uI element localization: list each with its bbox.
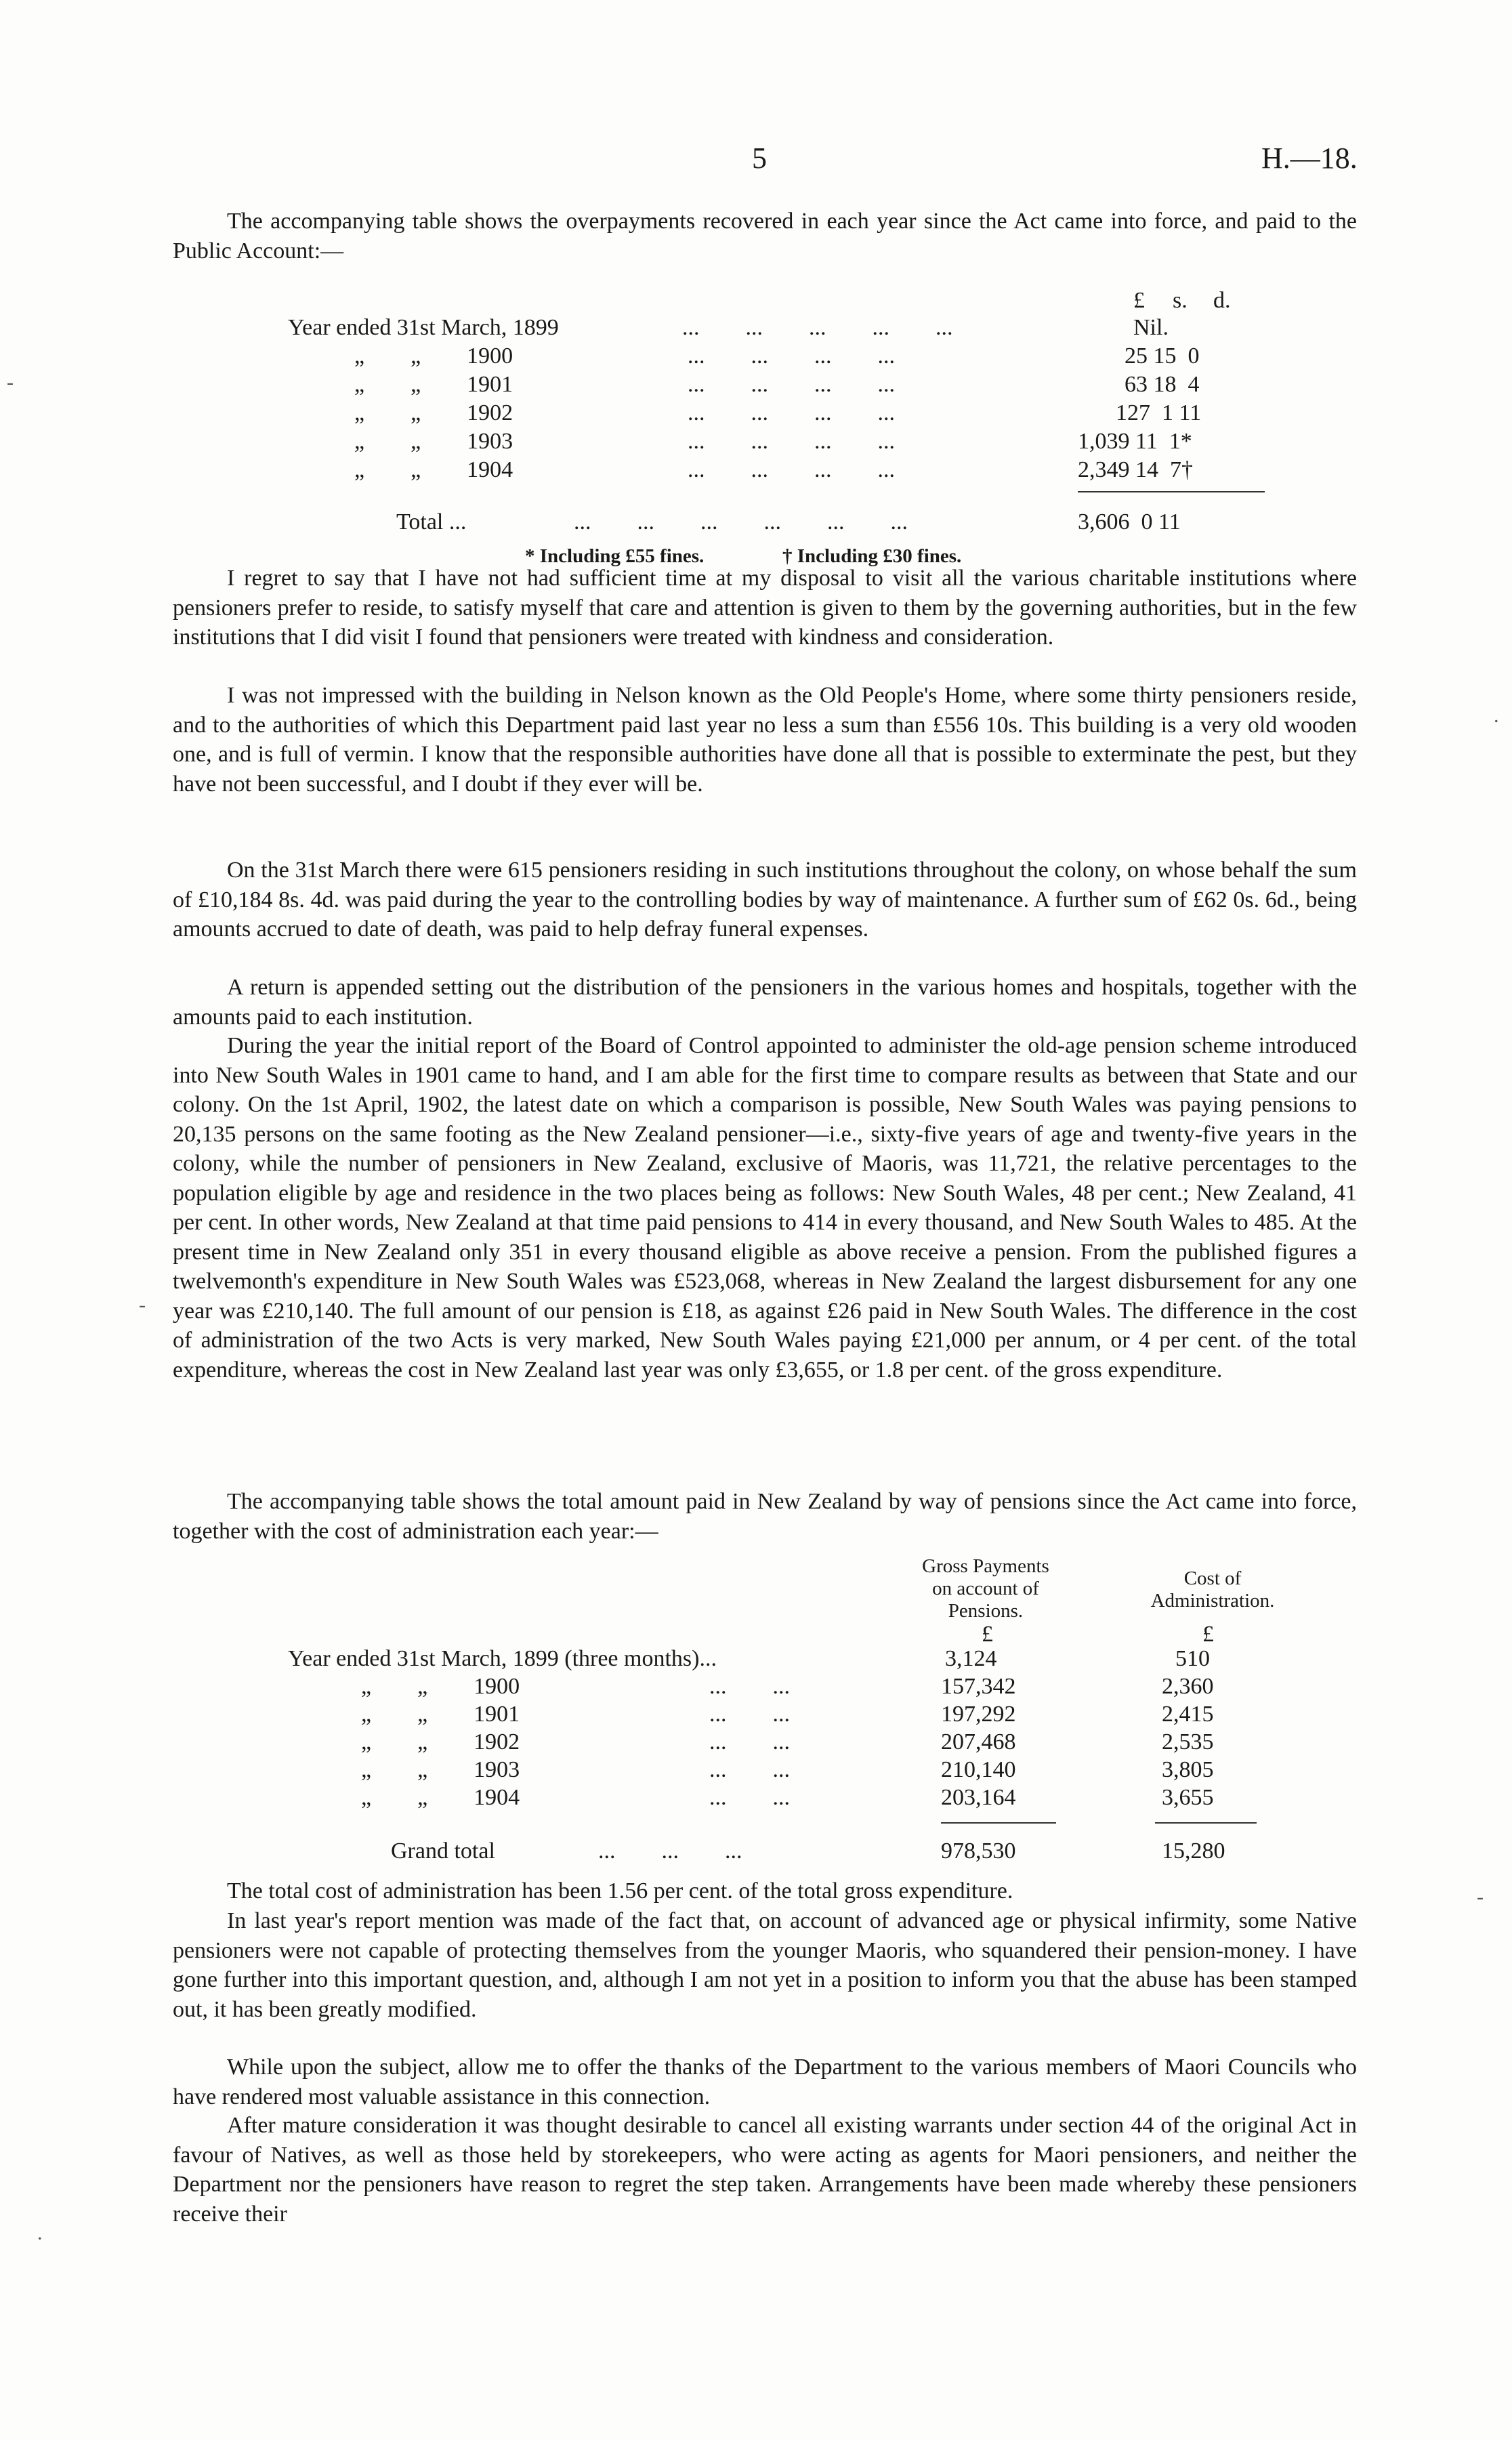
leader-dots: ... ... ... ...: [688, 372, 895, 397]
administration-cost: 510: [1175, 1646, 1210, 1671]
leader-dots: ... ...: [709, 1674, 790, 1699]
grand-total-label: Grand total: [391, 1838, 495, 1864]
intro-paragraph: The accompanying table shows the overpayments recovered in each year since the Act came into force, and paid to the Public Account:—: [173, 209, 1357, 264]
scan-speck: .: [1494, 704, 1499, 727]
pence-header: d.: [1213, 288, 1231, 313]
total-rule: [1078, 491, 1265, 492]
gross-payments: 3,124: [945, 1646, 997, 1671]
year-label: „ „ 1902: [361, 1729, 520, 1754]
year-label: „ „ 1901: [354, 372, 513, 397]
paragraph-maori-councils: While upon the subject, allow me to offer the thanks of the Department to the various members of Maori Councils who have rendered most valuable assistance in this connection.: [173, 2055, 1357, 2109]
currency-header-row: [173, 288, 1357, 318]
leader-dots: ... ... ... ... ... ...: [574, 509, 908, 534]
footnote-fines-30: † Including £30 fines.: [782, 545, 962, 567]
cost-of-administration-header: Cost of Administration.: [1150, 1568, 1275, 1612]
year-label: „ „ 1900: [354, 343, 513, 369]
shillings-header: s.: [1173, 288, 1188, 313]
paragraph-warrants: After mature consideration it was thought desirable to cancel all existing warrants under section 44 of the original Act in favour of Natives, as well as those held by storekeepers, who were acting as agents for Maori pensioners, and neither the Department nor the pensioners have reason to regret the step taken. Arrangements have been made whereby these pensioners receive their: [173, 2113, 1357, 2227]
paragraph-native-pensioners: In last year's report mention was made of the fact that, on account of advanced age or physical infirmity, some Native pensioners were not capable of protecting themselves from the younger Maoris, who squandered their pension-money. I have gone further into this important question, and, although I am not yet in a position to inform you that the abuse has been stamped out, it has been greatly modified.: [173, 1908, 1357, 2022]
table-row: [173, 372, 1357, 402]
table-row: [173, 343, 1357, 373]
cost-total-rule: [1155, 1822, 1257, 1824]
gross-currency: £: [982, 1622, 993, 1647]
year-label: Year ended 31st March, 1899 (three months)...: [288, 1646, 717, 1671]
paragraph-new-south-wales: During the year the initial report of the Board of Control appointed to administer the old-age pension scheme introduced into New South Wales in 1901 came to hand, and I am able for the first time to compare results as between that State and our colony. On the 1st April, 1902, the latest date on which a comparison is possible, New South Wales was paying pensions to 20,135 persons on the same footing as the New Zealand pensioner—i.e., sixty-five years of age and twenty-five years in the colony, while the number of pensioners in New Zealand, exclusive of Maoris, was 11,721, the relative percentages to the population eligible by age and residence in the two places being as follows: New South Wales, 48 per cent.; New Zealand, 41 per cent. In other words, New Zealand at that time paid pensions to 414 in every thousand, and New South Wales to 485. At the present time in New Zealand only 351 in every thousand eligible as above receive a pension. From the published figures a twelvemonth's expenditure in New South Wales was £523,068, whereas in New Zealand the largest disbursement for any one year was £210,140. The full amount of our pension is £18, as against £26 paid in New South Wales. The difference in the cost of administration of the two Acts is very marked, New South Wales paying £21,000 per annum, or 4 per cent. of the total expenditure, whereas the cost in New Zealand last year was only £3,655, or 1.8 per cent. of the gross expenditure.: [173, 1033, 1357, 1383]
table-row: [173, 400, 1357, 430]
leader-dots: ... ... ...: [598, 1838, 742, 1864]
gross-payments: 207,468: [941, 1729, 1016, 1754]
year-label: „ „ 1903: [354, 429, 513, 454]
leader-dots: ... ...: [709, 1757, 790, 1782]
table-row: [173, 1674, 1357, 1704]
total-amount: 3,606 0 11: [1078, 509, 1181, 534]
pounds-header: £: [1133, 288, 1145, 313]
administration-cost: 3,805: [1162, 1757, 1214, 1782]
paragraph-615-pensioners: On the 31st March there were 615 pensioners residing in such institutions throughout the colony, on whose behalf the sum of £10,184 8s. 4d. was paid during the year to the controlling bodies by way of maintenance. A further sum of £62 0s. 6d., being amounts accrued to date of death, was paid to help defray funeral expenses.: [173, 858, 1357, 942]
table-row: [173, 457, 1357, 487]
page-number: 5: [752, 142, 767, 175]
paragraph-institutions: I regret to say that I have not had sufficient time at my disposal to visit all the various charitable institutions where pensioners prefer to reside, to satisfy myself that care and attention is given to them by the governing authorities, but in the few institutions that I did visit I found that pensioners were treated with kindness and consideration.: [173, 566, 1357, 650]
scan-speck: .: [37, 2222, 43, 2244]
grand-total-gross: 978,530: [941, 1838, 1016, 1864]
gross-payments-header: Gross Payments on account of Pensions.: [922, 1555, 1049, 1622]
gross-payments: 197,292: [941, 1702, 1016, 1727]
amount: Nil.: [1133, 315, 1169, 340]
amount: 63 18 4: [1125, 372, 1200, 397]
gross-payments: 210,140: [941, 1757, 1016, 1782]
table-row: [173, 429, 1357, 459]
table-row: [173, 1785, 1357, 1815]
gross-payments: 203,164: [941, 1785, 1016, 1810]
administration-cost: 2,415: [1162, 1702, 1214, 1727]
total-row: [173, 1838, 1357, 1868]
amount: 1,039 11 1*: [1078, 429, 1192, 454]
document-reference: H.—18.: [1261, 142, 1358, 175]
leader-dots: ... ... ... ...: [688, 400, 895, 425]
leader-dots: ... ...: [709, 1785, 790, 1810]
year-label: „ „ 1904: [361, 1785, 520, 1810]
leader-dots: ... ... ... ...: [688, 457, 895, 482]
leader-dots: ... ... ... ...: [688, 429, 895, 454]
table-row: [173, 1729, 1357, 1759]
year-label: „ „ 1901: [361, 1702, 520, 1727]
gross-payments: 157,342: [941, 1674, 1016, 1699]
year-label: „ „ 1904: [354, 457, 513, 482]
administration-cost: 2,535: [1162, 1729, 1214, 1754]
leader-dots: ... ...: [709, 1729, 790, 1754]
scan-speck: -: [1477, 1886, 1484, 1908]
administration-cost: 3,655: [1162, 1785, 1214, 1810]
total-row: [173, 509, 1357, 539]
paragraph-return-appended: A return is appended setting out the distribution of the pensioners in the various homes and hospitals, together with the amounts paid to each institution.: [173, 975, 1357, 1030]
table-row: [173, 315, 1357, 345]
amount: 127 1 11: [1116, 400, 1202, 425]
paragraph-accompanying-table: The accompanying table shows the total amount paid in New Zealand by way of pensions since the Act came into force, together with the cost of administration each year:—: [173, 1489, 1357, 1544]
cost-currency: £: [1202, 1622, 1214, 1647]
leader-dots: ... ... ... ... ...: [682, 315, 953, 340]
administration-cost: 2,360: [1162, 1674, 1214, 1699]
scan-speck: -: [139, 1294, 146, 1316]
year-label: „ „ 1900: [361, 1674, 520, 1699]
year-label: Year ended 31st March, 1899: [288, 315, 559, 340]
leader-dots: ... ... ... ...: [688, 343, 895, 369]
table-row: [173, 1702, 1357, 1731]
amount: 25 15 0: [1125, 343, 1200, 369]
footnote-fines-55: * Including £55 fines.: [525, 545, 705, 567]
gross-total-rule: [941, 1822, 1056, 1824]
table-row: [173, 1757, 1357, 1787]
leader-dots: ... ...: [709, 1702, 790, 1727]
total-label: Total ...: [396, 509, 467, 534]
scan-speck: -: [7, 371, 14, 394]
paragraph-total-cost: The total cost of administration has been 1.56 per cent. of the total gross expenditure.: [227, 1878, 1013, 1903]
year-label: „ „ 1902: [354, 400, 513, 425]
grand-total-cost: 15,280: [1162, 1838, 1225, 1864]
year-label: „ „ 1903: [361, 1757, 520, 1782]
table-row: [173, 1646, 1357, 1676]
paragraph-nelson-home: I was not impressed with the building in Nelson known as the Old People's Home, where some thirty pensioners reside, and to the authorities of which this Department paid last year no less a sum than £556 10s. This building is a very old wooden one, and is full of vermin. I know that the responsible authorities have done all that is possible to exterminate the pest, but they have not been successful, and I doubt if they ever will be.: [173, 683, 1357, 797]
amount: 2,349 14 7†: [1078, 457, 1193, 482]
